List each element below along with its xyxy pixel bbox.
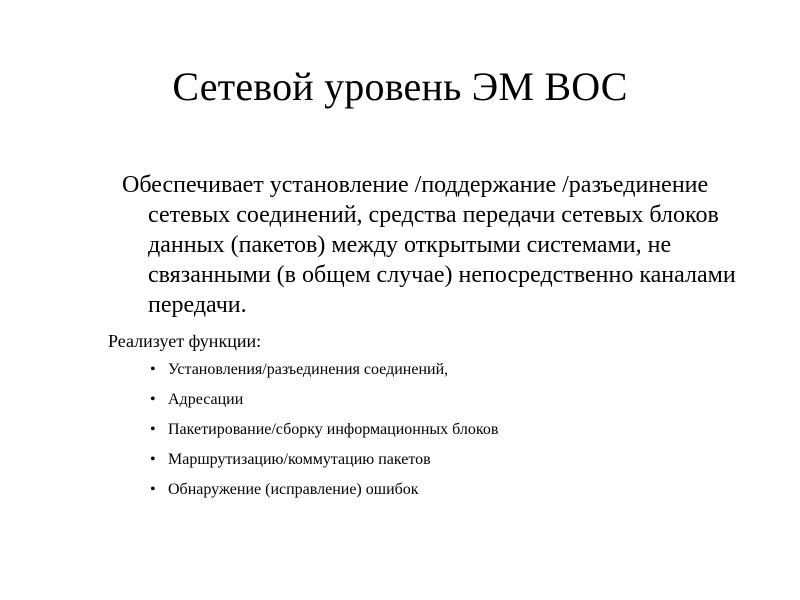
function-item-4 [150,450,498,470]
function-item-3 [150,420,498,440]
function-text: Установления/разъединения соединений, [168,361,449,378]
bullet-icon: • [150,481,156,498]
function-text: Маршрутизацию/коммутацию пакетов [168,451,431,468]
bullet-icon: • [150,391,156,408]
function-item-5 [150,480,498,500]
bullet-icon: • [150,451,156,468]
function-text: Обнаружение (исправление) ошибок [168,481,419,498]
bullet-icon: • [150,361,156,378]
function-item-1 [150,360,498,380]
bullet-icon: • [150,421,156,438]
functions-list [150,360,498,510]
function-text: Пакетирование/сборку информационных блоков [168,421,499,438]
description-paragraph: Обеспечивает установление /поддержание /разъединение сетевых соединений, средства передачи сетевых блоков данных (пакетов) между открытыми системами, не связанными (в общем случае) непосредственно каналами передачи. [122,172,736,318]
function-text: Адресации [168,391,244,408]
function-item-2 [150,390,498,410]
functions-heading: Реализует функции: [108,331,262,351]
slide-title: Сетевой уровень ЭМ ВОС [172,64,628,109]
